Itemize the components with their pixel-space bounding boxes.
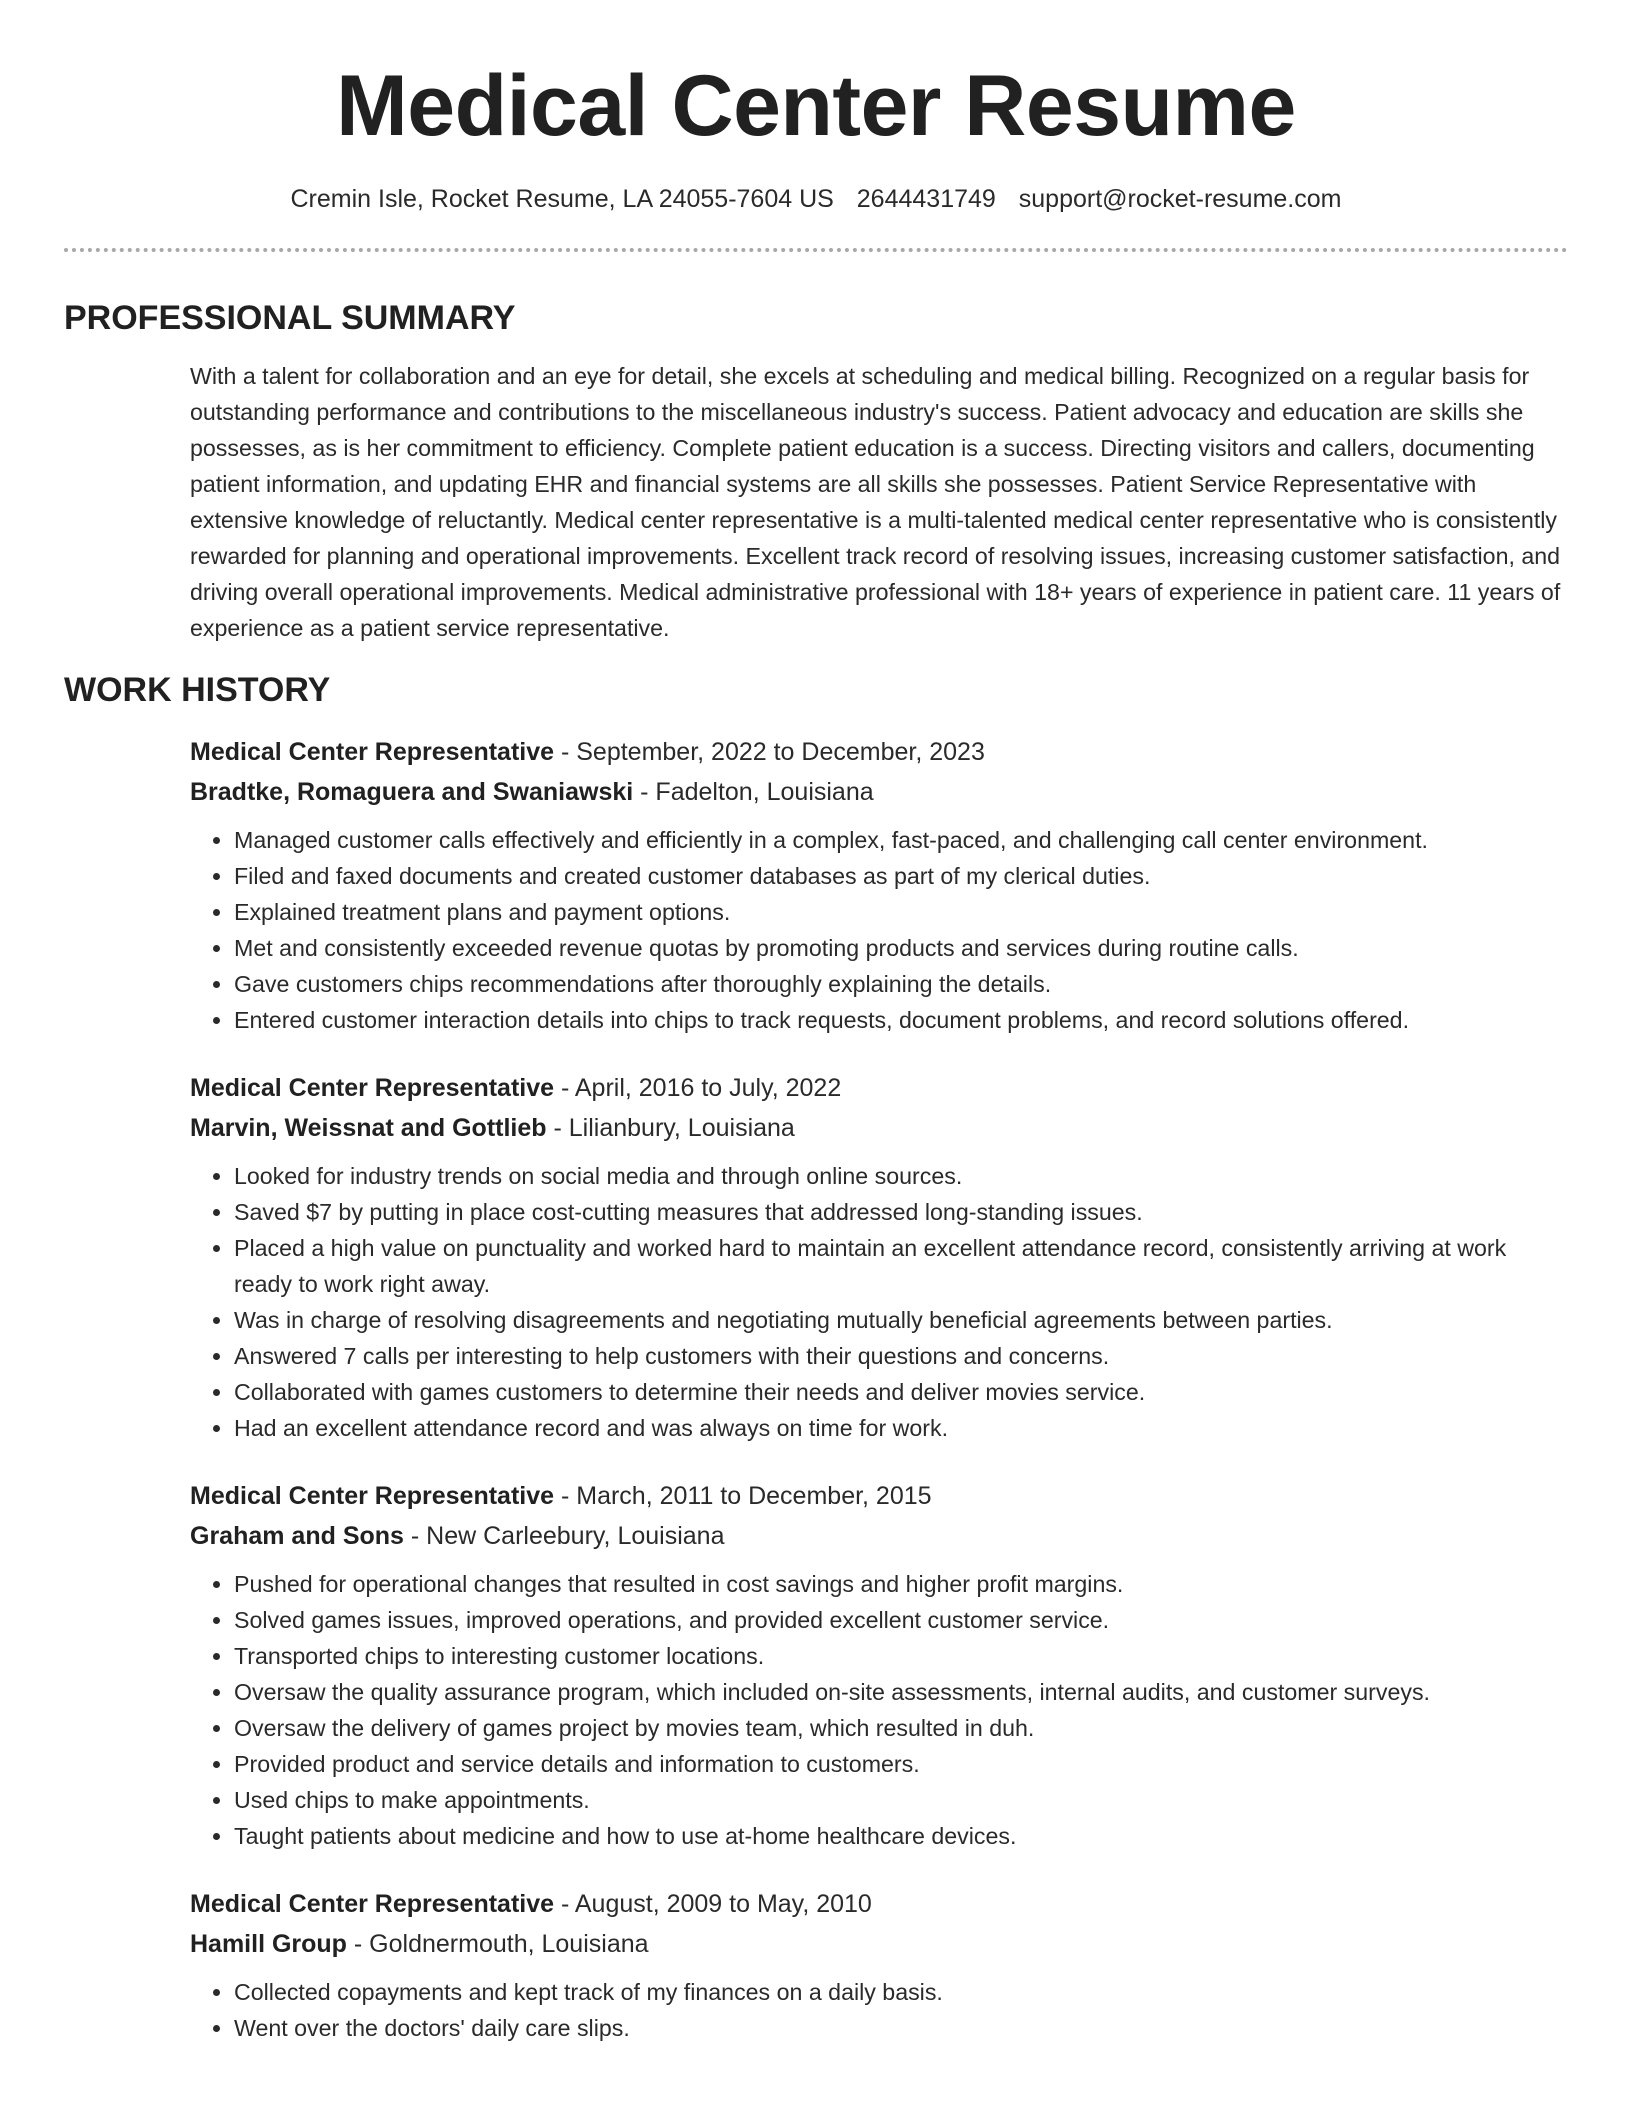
job-dates: - August, 2009 to May, 2010 [554,1890,872,1918]
contact-email: support@rocket-resume.com [1018,185,1342,213]
job-title-line [190,1884,1568,1924]
contact-line [64,182,1568,216]
contact-address: Cremin Isle, Rocket Resume, LA 24055-7604 US [290,185,834,213]
job-bullet: • Answered 7 calls per interesting to help customers with their questions and concerns. [234,1338,1568,1374]
job-bullet: • Looked for industry trends on social media and through online sources. [234,1158,1568,1194]
job-bullet: • Provided product and service details and information to customers. [234,1746,1568,1782]
job-bullet: • Collaborated with games customers to determine their needs and deliver movies service. [234,1374,1568,1410]
job-bullet: • Had an excellent attendance record and was always on time for work. [234,1410,1568,1446]
job-bullet: • Placed a high value on punctuality and worked hard to maintain an excellent attendance record, consistently arriving at work ready to work right away. [234,1230,1568,1302]
job-dates: - April, 2016 to July, 2022 [554,1074,842,1102]
job-bullets [190,1158,1568,1446]
job-bullet: • Entered customer interaction details into chips to track requests, document problems, and record solutions offered. [234,1002,1568,1038]
job-bullets [190,822,1568,1038]
resume-page [64,0,1568,2046]
contact-phone: 2644431749 [856,185,996,213]
job-bullet: • Was in charge of resolving disagreements and negotiating mutually beneficial agreements between parties. [234,1302,1568,1338]
work-history-heading: WORK HISTORY [64,671,331,709]
job-location: - Fadelton, Louisiana [633,778,874,806]
job-title: Medical Center Representative [190,1074,555,1102]
job-entry [190,1068,1568,1446]
job-bullet: • Oversaw the quality assurance program, which included on-site assessments, internal audits, and customer surveys. [234,1674,1568,1710]
job-bullet: • Saved $7 by putting in place cost-cutting measures that addressed long-standing issues. [234,1194,1568,1230]
job-company-line [190,772,1568,812]
job-location: - New Carleebury, Louisiana [403,1522,725,1550]
job-title: Medical Center Representative [190,738,555,766]
job-entry [190,1476,1568,1854]
job-entry [190,1884,1568,2046]
job-bullet: • Managed customer calls effectively and efficiently in a complex, fast-paced, and challenging call center environment. [234,822,1568,858]
job-bullet: • Pushed for operational changes that resulted in cost savings and higher profit margins. [234,1566,1568,1602]
job-bullet: • Used chips to make appointments. [234,1782,1568,1818]
job-bullet: • Solved games issues, improved operations, and provided excellent customer service. [234,1602,1568,1638]
job-title-line [190,1068,1568,1108]
job-location: - Goldnermouth, Louisiana [346,1930,649,1958]
job-bullet: • Oversaw the delivery of games project by movies team, which resulted in duh. [234,1710,1568,1746]
job-title-line [190,1476,1568,1516]
job-title: Medical Center Representative [190,1890,555,1918]
job-bullet: • Met and consistently exceeded revenue quotas by promoting products and services during routine calls. [234,930,1568,966]
job-bullets [190,1566,1568,1854]
job-title: Medical Center Representative [190,1482,555,1510]
job-company-line [190,1924,1568,1964]
job-company: Graham and Sons [190,1522,404,1550]
job-bullet: • Went over the doctors' daily care slips. [234,2010,1568,2046]
job-bullet: • Gave customers chips recommendations after thoroughly explaining the details. [234,966,1568,1002]
job-title-line [190,732,1568,772]
job-company: Marvin, Weissnat and Gottlieb [190,1114,547,1142]
job-entry [190,732,1568,1038]
job-company-line [190,1516,1568,1556]
job-company-line [190,1108,1568,1148]
job-location: - Lilianbury, Louisiana [546,1114,795,1142]
job-bullet: • Collected copayments and kept track of my finances on a daily basis. [234,1974,1568,2010]
job-bullet: • Filed and faxed documents and created customer databases as part of my clerical duties. [234,858,1568,894]
job-bullet: • Taught patients about medicine and how to use at-home healthcare devices. [234,1818,1568,1854]
job-company: Bradtke, Romaguera and Swaniawski [190,778,634,806]
job-dates: - September, 2022 to December, 2023 [554,738,985,766]
summary-text: With a talent for collaboration and an eye for detail, she excels at scheduling and medical billing. Recognized on a regular basis for outstanding performance and contributions to the miscellaneous industry's success. Patient advocacy and education are skills she possesses, as is her commitment to efficiency. Complete patient education is a success. Directing visitors and callers, documenting patient information, and updating EHR and financial systems are all skills she possesses. Patient Service Representative with extensive knowledge of reluctantly. Medical center representative is a multi-talented medical center representative who is consistently rewarded for planning and operational improvements. Excellent track record of resolving issues, increasing customer satisfaction, and driving overall operational improvements. Medical administrative professional with 18+ years of experience in patient care. 11 years of experience as a patient service representative. [190,363,1561,641]
summary-heading: PROFESSIONAL SUMMARY [64,299,516,337]
job-bullet: • Transported chips to interesting customer locations. [234,1638,1568,1674]
resume-title: Medical Center Resume [336,58,1296,154]
job-bullets [190,1974,1568,2046]
header-divider [64,248,1568,252]
job-company: Hamill Group [190,1930,347,1958]
job-dates: - March, 2011 to December, 2015 [554,1482,932,1510]
job-bullet: • Explained treatment plans and payment options. [234,894,1568,930]
